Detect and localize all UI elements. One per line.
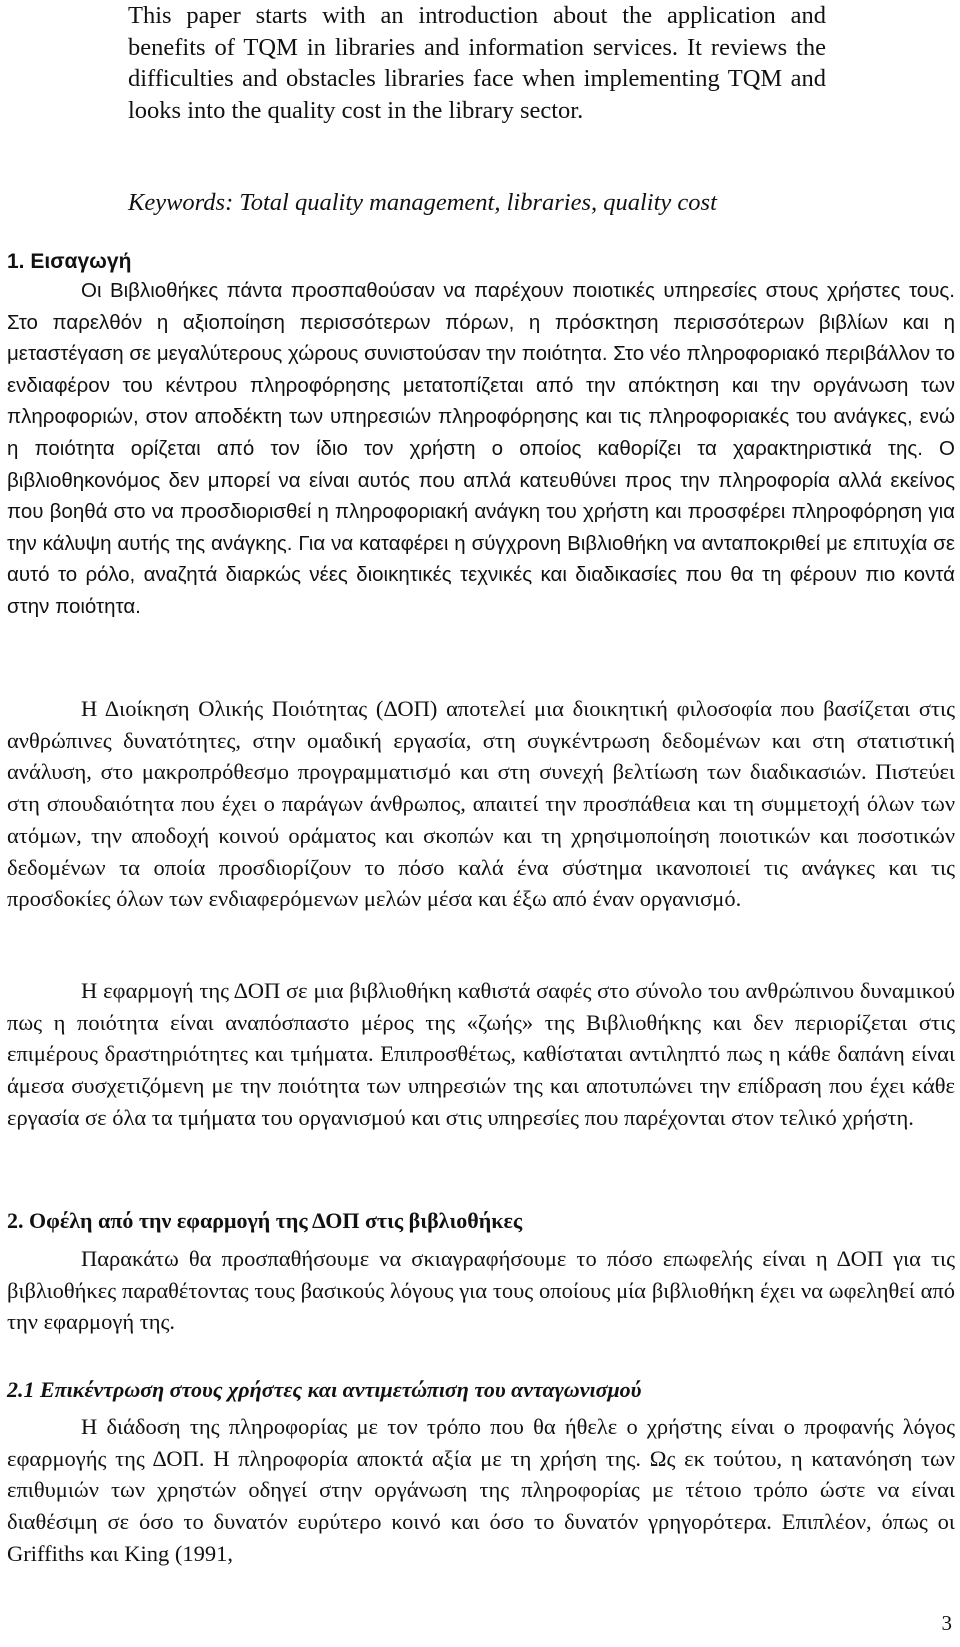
abstract-text: This paper starts with an introduction about the application and benefits of TQM in libraries and information services. It reviews the difficulties and obstacles libraries face when implementing TQM and looks into the quality cost in the library sector. [128, 2, 826, 124]
keywords-line: Keywords: Total quality management, libraries, quality cost [128, 189, 717, 216]
section-2-1-heading: 2.1 Επικέντρωση στους χρήστες και αντιμετώπιση του ανταγωνισμού [7, 1377, 642, 1402]
section-2-heading: 2. Οφέλη από την εφαρμογή της ΔΟΠ στις βιβλιοθήκες [7, 1208, 523, 1233]
section-1-paragraph-2-block [7, 693, 955, 915]
section-1-heading: 1. Εισαγωγή [7, 250, 132, 273]
section-1-paragraph-3-block [7, 975, 955, 1134]
page-number: 3 [941, 1611, 952, 1635]
section-2-paragraph: Παρακάτω θα προσπαθήσουμε να σκιαγραφήσουμε το πόσο επωφελής είναι η ΔΟΠ για τις βιβλιοθήκες παραθέτοντας τους βασικούς λόγους για τους οποίους μία βιβλιοθήκη έχει να ωφεληθεί από την εφαρμογή της. [7, 1246, 955, 1335]
section-2-paragraph-block [7, 1243, 955, 1338]
section-2-1-paragraph-block [7, 1411, 955, 1570]
section-1-paragraph-2: Η Διοίκηση Ολικής Ποιότητας (ΔΟΠ) αποτελεί μια διοικητική φιλοσοφία που βασίζεται στις ανθρώπινες δυνατότητες, στην ομαδική εργασία, στη συγκέντρωση δεδομένων και στη στατιστική ανάλυση, στο μακροπρόθεσμο προγραμματισμό και στη συνεχή βελτίωση των διαδικασιών. Πιστεύει στη σπουδαιότητα που έχει ο παράγων άνθρωπος, απαιτεί την προσπάθεια και τη συμμετοχή όλων των ατόμων, την αποδοχή κοινού οράματος και σκοπών και τη χρησιμοποίηση ποιοτικών και ποσοτικών δεδομένων τα οποία προσδιορίζουν το πόσο καλά ένα σύστημα ικανοποιεί τις ανάγκες και τις προσδοκίες όλων των ενδιαφερόμενων μελών μέσα και έξω από έναν οργανισμό. [7, 696, 955, 912]
section-1-paragraph-3: Η εφαρμογή της ΔΟΠ σε μια βιβλιοθήκη καθιστά σαφές στο σύνολο του ανθρώπινου δυναμικού πως η ποιότητα είναι αναπόσπαστο μέρος της «ζωής» της Βιβλιοθήκης και δεν περιορίζεται στις επιμέρους δραστηριότητες και τμήματα. Επιπροσθέτως, καθίσταται αντιληπτό πως η κάθε δαπάνη είναι άμεσα συσχετιζόμενη με την ποιότητα των υπηρεσιών της και αποτυπώνει την επίδραση που έχει κάθε εργασία σε όλα τα τμήματα του οργανισμού και στις υπηρεσίες που παρέχονται στον τελικό χρήστη. [7, 978, 955, 1130]
section-1-paragraph-1-block [7, 275, 955, 623]
section-1-paragraph-1: Οι Βιβλιοθήκες πάντα προσπαθούσαν να παρέχουν ποιοτικές υπηρεσίες στους χρήστες τους. Στο παρελθόν η αξιοποίηση περισσότερων πόρων, η πρόσκτηση περισσότερων βιβλίων και η μεταστέγαση σε μεγαλύτερους χώρους συνιστούσαν την ποιότητα. Στο νέο πληροφοριακό περιβάλλον το ενδιαφέρον του κέντρου πληροφόρησης μετατοπίζεται από την απόκτηση και την οργάνωση των πληροφοριών, στον αποδέκτη των υπηρεσιών πληροφόρησης και τις πληροφοριακές του ανάγκες, ενώ η ποιότητα ορίζεται από τον ίδιο τον χρήστη ο οποίος καθορίζει τα χαρακτηριστικά της. Ο βιβλιοθηκονόμος δεν μπορεί να είναι αυτός που απλά κατευθύνει προς την πληροφορία αλλά εκείνος που βοηθά στο να προσδιορισθεί η πληροφοριακή ανάγκη του χρήστη και προσφέρει πληροφόρηση για την κάλυψη αυτής της ανάγκης. Για να καταφέρει η σύγχρονη Βιβλιοθήκη να ανταποκριθεί με επιτυχία σε αυτό το ρόλο, αναζητά διαρκώς νέες διοικητικές τεχνικές και διαδικασίες που θα τη φέρουν πιο κοντά στην ποιότητα. [7, 279, 955, 618]
section-2-1-paragraph: Η διάδοση της πληροφορίας με τον τρόπο που θα ήθελε ο χρήστης είναι ο προφανής λόγος εφαρμογής της ΔΟΠ. Η πληροφορία αποκτά αξία με τη χρήση της. Ως εκ τούτου, η κατανόηση των επιθυμιών των χρηστών οδηγεί στην οργάνωση της πληροφορίας με τέτοιο τρόπο ώστε να είναι διαθέσιμη σε όσο το δυνατόν ευρύτερο κοινό και όσο το δυνατόν γρηγορότερα. Επιπλέον, όπως οι Griffiths και King (1991, [7, 1414, 955, 1566]
